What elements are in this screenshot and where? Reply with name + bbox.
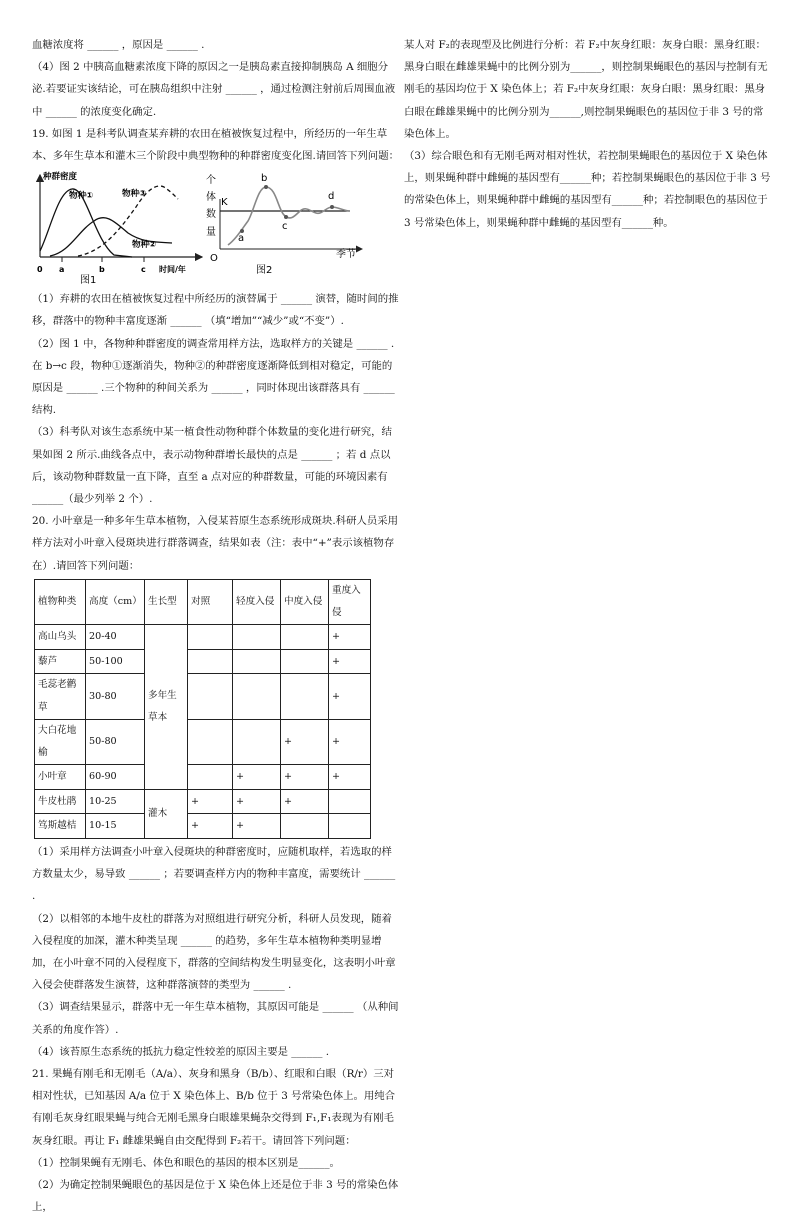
fig2-ylabel-1: 个 <box>206 175 216 187</box>
fig2-label-a: a <box>238 233 245 245</box>
table-row <box>35 649 371 674</box>
fig2-k-label: K <box>221 197 228 209</box>
fig1-label-species3: 物种③ <box>122 189 147 200</box>
table-cell: + <box>233 789 281 814</box>
figure-2 <box>206 173 362 276</box>
table-cell: 笃斯越桔 <box>35 814 86 839</box>
table-cell: + <box>188 814 233 839</box>
table-cell: 50-80 <box>86 719 145 764</box>
figures-svg <box>32 169 400 284</box>
figure-1 <box>37 171 202 284</box>
table-cell: 50-100 <box>86 649 145 674</box>
table-cell: + <box>329 649 371 674</box>
text-question-21-3: （3）综合眼色和有无刚毛两对相对性状，若控制果蝇眼色的基因位于 X 染色体上，则果蝇种群中雌蝇的基因型有______种；若控制果蝇眼色的基因位于非 3 号的常染色体上，则果蝇种群中雌蝇的基因型有______种；若控制眼色的基因位于 3 号常染色体上，则果蝇种群中雌蝇的基因型有______种。 <box>404 150 771 229</box>
text-question-19-2: （2）图 1 中，各物种种群密度的调查常用样方法，选取样方的关键是 ______ .在 b→c 段，物种①逐渐消失，物种②的种群密度逐渐降低到相对稳定，可能的原因是 ______ .三个物种的种间关系为 ______ ，同时体现出该群落具有 ______ 结构. <box>32 337 395 417</box>
table-cell <box>329 814 371 839</box>
table-cell: 20-40 <box>86 625 145 650</box>
table-cell: + <box>281 765 329 790</box>
fig2-ylabel-2: 体 <box>206 192 216 204</box>
table-header: 中度入侵 <box>281 579 329 624</box>
text-question-21: 21. 果蝇有刚毛和无刚毛（A/a）、灰身和黑身（B/b）、红眼和白眼（R/r）三对相对性状，已知基因 A/a 位于 X 染色体上、B/b 位于 3 号常染色体上。用纯合有刚毛灰身红眼果蝇与纯合无刚毛黑身白眼雄果蝇杂交得到 F₁,F₁表现为有刚毛灰身红眼。再让 F₁ 雌雄果蝇自由交配得到 F₂若干。请回答下列问题： <box>32 1068 396 1147</box>
fig1-label-species2: 物种② <box>132 240 157 251</box>
table-cell: + <box>233 765 281 790</box>
right-column <box>404 34 772 234</box>
table-cell <box>188 765 233 790</box>
table-cell <box>233 649 281 674</box>
table-cell: 60-90 <box>86 765 145 790</box>
table-cell: 牛皮杜鹃 <box>35 789 86 814</box>
table-cell: + <box>188 789 233 814</box>
left-column <box>32 34 400 1219</box>
fig2-point-d <box>330 205 334 209</box>
table-cell: + <box>281 719 329 764</box>
table-cell: 10-25 <box>86 789 145 814</box>
table-row <box>35 719 371 764</box>
table-header: 生长型 <box>145 579 188 624</box>
table-cell <box>233 625 281 650</box>
table-cell: 小叶章 <box>35 765 86 790</box>
table-cell: + <box>329 719 371 764</box>
table-header: 高度（cm） <box>86 579 145 624</box>
table-cell <box>188 649 233 674</box>
fig2-label-c: c <box>282 221 288 233</box>
text-question-19-1: （1）弃耕的农田在植被恢复过程中所经历的演替属于 ______ 演替，随时间的推移，群落中的物种丰富度逐渐 ______ （填“增加”“减少”或“不变”）. <box>32 293 399 328</box>
fig2-ylabel-4: 量 <box>206 227 216 239</box>
fig1-tick-label-c: c <box>141 265 146 275</box>
table-row <box>35 625 371 650</box>
fig1-tick-label-b: b <box>99 265 105 275</box>
table-cell: 大白花地榆 <box>35 719 86 764</box>
fig2-label-d: d <box>328 191 335 203</box>
table-cell <box>281 674 329 719</box>
fig1-tick-label-a: a <box>59 265 65 275</box>
table-row <box>35 674 371 719</box>
table-cell: + <box>233 814 281 839</box>
text-question-21-1: （1）控制果蝇有无刚毛、体色和眼色的基因的根本区别是______。 <box>32 1156 340 1169</box>
fig2-label-b: b <box>261 173 268 185</box>
table-cell: 毛蕊老鹳草 <box>35 674 86 719</box>
table-cell: + <box>329 765 371 790</box>
table-cell <box>329 789 371 814</box>
fig1-tick-0: 0 <box>37 265 43 275</box>
table-cell: + <box>281 789 329 814</box>
table-cell <box>188 719 233 764</box>
table-cell: 10-15 <box>86 814 145 839</box>
text-question-20-1: （1）采用样方法调查小叶章入侵斑块的种群密度时，应随机取样，若选取的样方数量太少，易导致 ______ ；若要调查样方内的物种丰富度，需要统计 ______ . <box>32 846 396 903</box>
table-row <box>35 814 371 839</box>
table-cell <box>188 625 233 650</box>
fig1-xlabel: 时间/年 <box>159 265 186 275</box>
table-cell <box>233 719 281 764</box>
text-question-21-2-cont: 某人对 F₂的表现型及比例进行分析：若 F₂中灰身红眼：灰身白眼：黑身红眼：黑身白眼在雌雄果蝇中的比例分别为______，则控制果蝇眼色的基因与控制有无刚毛的基因均位于 X 染色体上；若 F₂中灰身红眼：灰身白眼：黑身红眼：黑身白眼在雌雄果蝇中的比例分别为______,则控制果蝇眼色的基因位于非 3 号的常染色体上。 <box>404 39 768 140</box>
text-question-19: 19. 如图 1 是科考队调查某弃耕的农田在植被恢复过程中，所经历的一年生草本、多年生草本和灌木三个阶段中典型物种的种群密度变化图.请回答下列问题： <box>32 127 399 163</box>
fig1-label-species1: 物种① <box>69 191 94 202</box>
table-header-row <box>35 579 371 624</box>
table-cell: + <box>329 625 371 650</box>
text-question-20-2: （2）以相邻的本地牛皮杜的群落为对照组进行研究分析，科研人员发现，随着入侵程度的加深，灌木种类呈现 ______ 的趋势，多年生草本植物种类明显增加，在小叶章不同的入侵程度下，群落的空间结构发生明显变化，这表明小叶章入侵会使群落发生演替，这种群落演替的类型为 ______ . <box>32 912 396 992</box>
table-cell <box>281 649 329 674</box>
table-cell-growth-shrub: 灌木 <box>145 789 188 838</box>
text-question-18-4: （4）图 2 中胰高血糖素浓度下降的原因之一是胰岛素直接抑制胰岛 A 细胞分泌.若要证实该结论，可在胰岛组织中注射 ______ ，通过检测注射前后周围血液中 ______ 的浓度变化确定. <box>32 61 396 118</box>
text-question-21-2: （2）为确定控制果蝇眼色的基因是位于 X 染色体上还是位于非 3 号的常染色体上， <box>32 1179 399 1214</box>
table-cell-growth-perennial: 多年生草本 <box>145 625 188 790</box>
table-cell <box>281 625 329 650</box>
fig1-caption: 图1 <box>80 275 97 285</box>
fig2-point-b <box>264 185 268 189</box>
table-cell: 30-80 <box>86 674 145 719</box>
table-cell <box>188 674 233 719</box>
text-question-20-3: （3）调查结果显示，群落中无一年生草本植物，其原因可能是 ______ （从种间关系的角度作答）. <box>32 1001 399 1036</box>
text-blood-sugar: 血糖浓度将 ______ ，原因是 ______ . <box>32 39 205 51</box>
table-cell <box>281 814 329 839</box>
fig1-ylabel: 种群密度 <box>43 172 78 183</box>
table-cell: 藜芦 <box>35 649 86 674</box>
table-header: 轻度入侵 <box>233 579 281 624</box>
fig2-origin: O <box>210 253 218 265</box>
figure-row <box>32 169 400 284</box>
table-header: 对照 <box>188 579 233 624</box>
fig2-xlabel: 季节 <box>336 249 356 261</box>
table-header: 重度入侵 <box>329 579 371 624</box>
text-question-20: 20. 小叶章是一种多年生草本植物，入侵某苔原生态系统形成斑块.科研人员采用样方法对小叶章入侵斑块进行群落调查，结果如表（注：表中“+”表示该植物存在）.请回答下列问题： <box>32 515 399 572</box>
table-cell: 高山乌头 <box>35 625 86 650</box>
fig2-ylabel-3: 数 <box>206 209 216 221</box>
table-row <box>35 765 371 790</box>
table-cell: + <box>329 674 371 719</box>
fig2-point-c <box>284 215 288 219</box>
table-row <box>35 789 371 814</box>
plant-table <box>34 579 371 839</box>
text-question-20-4: （4）该苔原生态系统的抵抗力稳定性较差的原因主要是 ______ . <box>32 1045 330 1058</box>
table-cell <box>233 674 281 719</box>
text-question-19-3: （3）科考队对该生态系统中某一植食性动物种群个体数量的变化进行研究，结果如图 2 所示.曲线各点中，表示动物种群增长最快的点是 ______ ；若 d 点以后，该动物种群数量一直下降，直至 a 点对应的种群数量，可能的环境因素有 ______（最少列举 2 个）. <box>32 426 392 506</box>
table-header: 植物种类 <box>35 579 86 624</box>
fig2-caption: 图2 <box>256 265 273 277</box>
